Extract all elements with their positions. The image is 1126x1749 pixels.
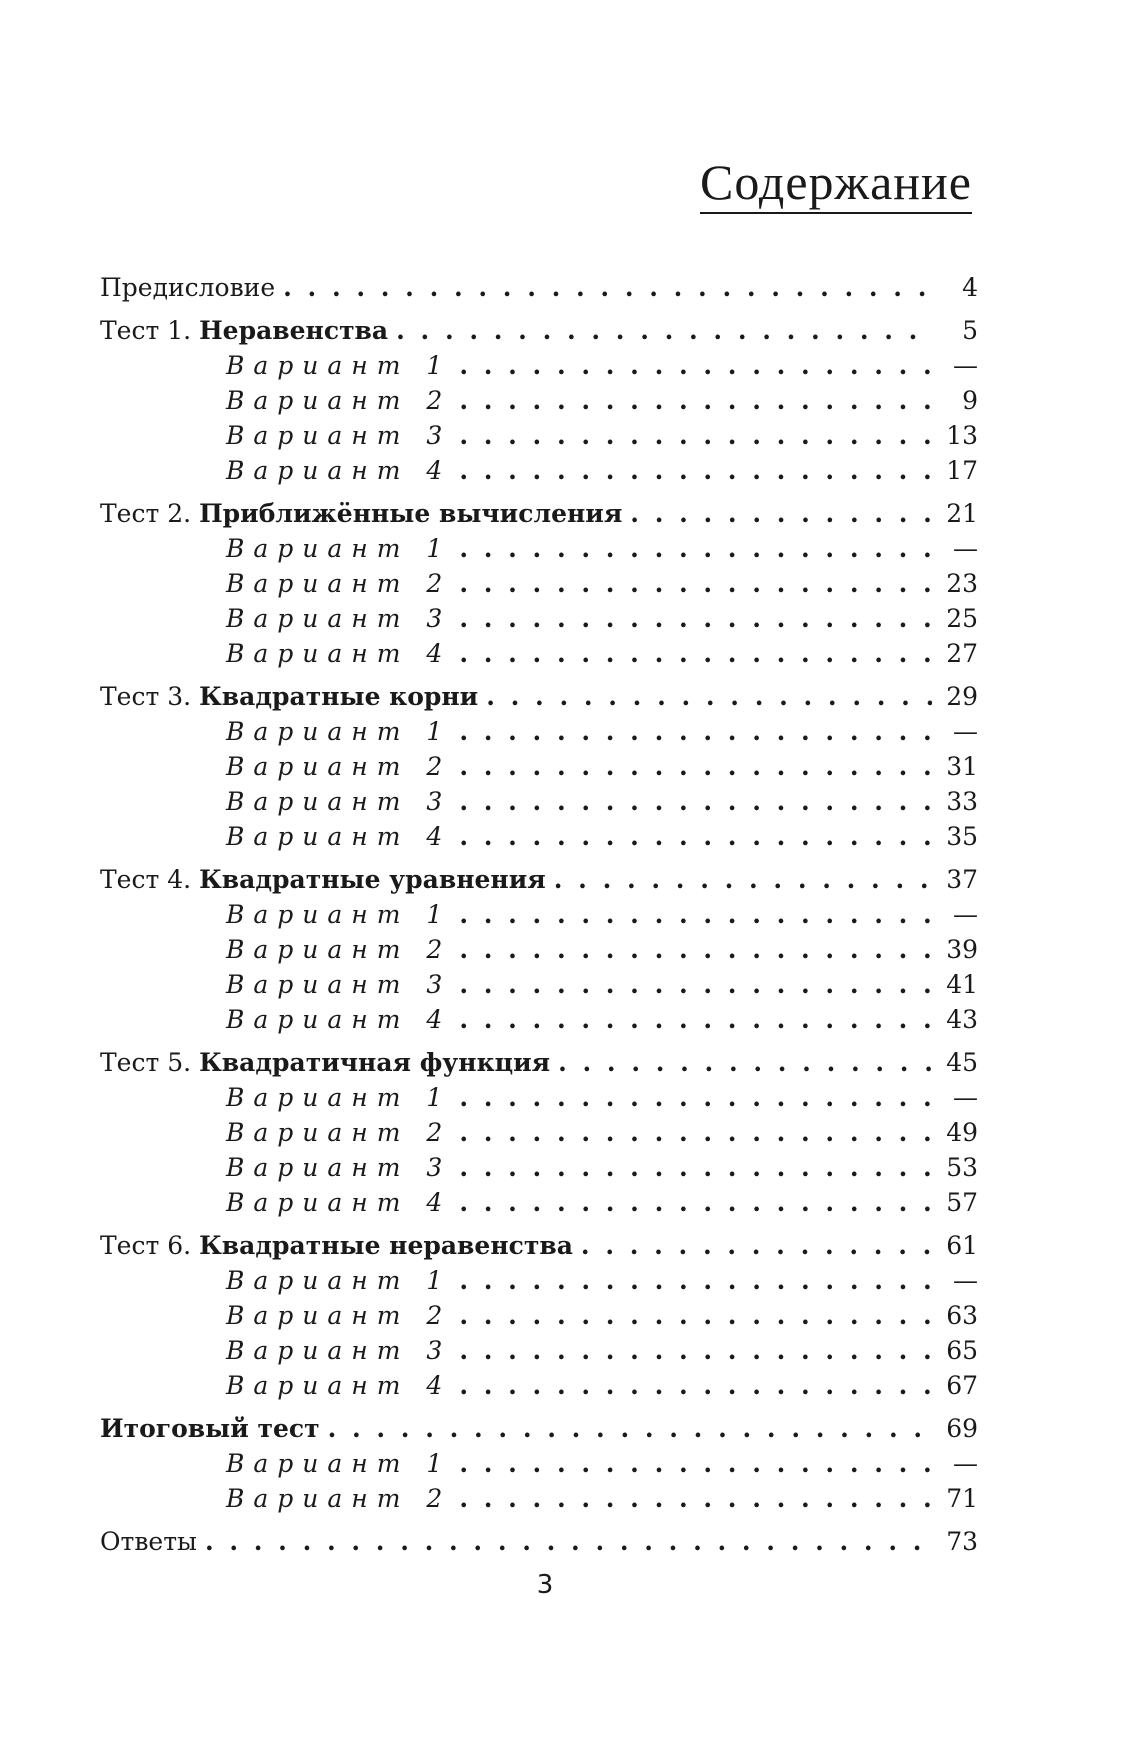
dot-leader bbox=[459, 1080, 932, 1115]
toc-section-row[interactable] bbox=[100, 1045, 978, 1080]
toc-section-prefix: Ответы bbox=[100, 1527, 197, 1556]
toc-section-row[interactable] bbox=[100, 862, 978, 897]
toc-variant-row[interactable] bbox=[100, 1368, 978, 1403]
toc-variant-row[interactable] bbox=[100, 1185, 978, 1220]
table-of-contents bbox=[100, 270, 978, 1559]
toc-variant-row[interactable] bbox=[100, 1115, 978, 1150]
toc-variant-row[interactable] bbox=[100, 1080, 978, 1115]
toc-variant-row[interactable] bbox=[100, 714, 978, 749]
toc-variant-row[interactable] bbox=[100, 749, 978, 784]
toc-variant-label: Вариант 4 bbox=[226, 1188, 452, 1217]
toc-section-title: Квадратные корни bbox=[199, 682, 479, 711]
dot-leader bbox=[459, 418, 932, 453]
dot-leader bbox=[459, 453, 932, 488]
toc-variant-row[interactable] bbox=[100, 531, 978, 566]
toc-variant-label: Вариант 2 bbox=[226, 386, 452, 415]
toc-variant-label: Вариант 3 bbox=[226, 1153, 452, 1182]
toc-variant-row[interactable] bbox=[100, 383, 978, 418]
dot-leader bbox=[459, 383, 932, 418]
toc-section-prefix: Тест 6. bbox=[100, 1231, 200, 1260]
toc-section-title: Приближённые вычисления bbox=[199, 499, 623, 528]
toc-page-number: 71 bbox=[946, 1484, 978, 1513]
toc-variant-row[interactable] bbox=[100, 784, 978, 819]
toc-page-number: 29 bbox=[946, 682, 978, 711]
toc-variant-label: Вариант 3 bbox=[226, 970, 452, 999]
toc-section-title: Неравенства bbox=[199, 316, 389, 345]
toc-section-prefix: Тест 4. bbox=[100, 865, 200, 894]
toc-variant-label: Вариант 2 bbox=[226, 1301, 452, 1330]
toc-variant-label: Вариант 4 bbox=[226, 1005, 452, 1034]
page-title: Содержание bbox=[700, 152, 972, 214]
toc-page-number: — bbox=[953, 534, 978, 563]
toc-page-number: 61 bbox=[946, 1231, 978, 1260]
toc-page-number: 49 bbox=[946, 1118, 978, 1147]
toc-section-row[interactable] bbox=[100, 313, 978, 348]
toc-section-row[interactable] bbox=[100, 1228, 978, 1263]
toc-page-number: — bbox=[953, 717, 978, 746]
toc-section-label bbox=[100, 1524, 197, 1559]
dot-leader bbox=[554, 862, 932, 897]
toc-page-number: 67 bbox=[946, 1371, 978, 1400]
toc-variant-row[interactable] bbox=[100, 418, 978, 453]
toc-section-title: Квадратные неравенства bbox=[199, 1231, 573, 1260]
toc-variant-row[interactable] bbox=[100, 1298, 978, 1333]
toc-section-prefix: Тест 3. bbox=[100, 682, 200, 711]
toc-page-number: 41 bbox=[946, 970, 978, 999]
toc-page-number: 5 bbox=[962, 316, 978, 345]
toc-section-label bbox=[100, 862, 546, 897]
dot-leader bbox=[459, 601, 932, 636]
toc-page-number: 4 bbox=[962, 273, 978, 302]
dot-leader bbox=[459, 566, 932, 601]
dot-leader bbox=[459, 1446, 932, 1481]
toc-page-number: 45 bbox=[946, 1048, 978, 1077]
dot-leader bbox=[205, 1524, 932, 1559]
toc-section-label bbox=[100, 1228, 573, 1263]
toc-page-number: 43 bbox=[946, 1005, 978, 1034]
dot-leader bbox=[630, 496, 932, 531]
toc-variant-label: Вариант 3 bbox=[226, 1336, 452, 1365]
toc-section-label bbox=[100, 313, 388, 348]
toc-page-number: 31 bbox=[946, 752, 978, 781]
dot-leader bbox=[459, 1481, 932, 1516]
dot-leader bbox=[459, 749, 932, 784]
toc-variant-row[interactable] bbox=[100, 453, 978, 488]
toc-variant-label: Вариант 1 bbox=[226, 1449, 452, 1478]
toc-variant-row[interactable] bbox=[100, 1481, 978, 1516]
toc-page-number: 35 bbox=[946, 822, 978, 851]
toc-variant-label: Вариант 4 bbox=[226, 822, 452, 851]
toc-page-number: — bbox=[953, 351, 978, 380]
dot-leader bbox=[459, 819, 932, 854]
toc-section-title: Квадратичная функция bbox=[199, 1048, 551, 1077]
dot-leader bbox=[486, 679, 932, 714]
dot-leader bbox=[459, 1333, 932, 1368]
dot-leader bbox=[459, 1002, 932, 1037]
dot-leader bbox=[283, 270, 932, 305]
toc-section-row[interactable] bbox=[100, 679, 978, 714]
dot-leader bbox=[459, 348, 932, 383]
toc-variant-label: Вариант 3 bbox=[226, 604, 452, 633]
toc-section-label bbox=[100, 496, 622, 531]
dot-leader bbox=[459, 531, 932, 566]
toc-page-number: — bbox=[953, 1083, 978, 1112]
toc-variant-label: Вариант 3 bbox=[226, 787, 452, 816]
dot-leader bbox=[459, 1263, 932, 1298]
toc-page-number: 37 bbox=[946, 865, 978, 894]
dot-leader bbox=[459, 1298, 932, 1333]
toc-variant-row[interactable] bbox=[100, 1263, 978, 1298]
toc-section-row[interactable] bbox=[100, 496, 978, 531]
toc-variant-label: Вариант 4 bbox=[226, 1371, 452, 1400]
dot-leader bbox=[459, 1150, 932, 1185]
toc-page-number: 33 bbox=[946, 787, 978, 816]
toc-variant-label: Вариант 4 bbox=[226, 456, 452, 485]
toc-page-number: 13 bbox=[946, 421, 978, 450]
dot-leader bbox=[459, 932, 932, 967]
toc-section-title: Квадратные уравнения bbox=[199, 865, 546, 894]
toc-variant-row[interactable] bbox=[100, 636, 978, 671]
toc-section-prefix: Тест 2. bbox=[100, 499, 200, 528]
toc-variant-label: Вариант 3 bbox=[226, 421, 452, 450]
dot-leader bbox=[581, 1228, 932, 1263]
toc-section-label bbox=[100, 679, 478, 714]
toc-variant-row[interactable] bbox=[100, 819, 978, 854]
toc-page-number: 57 bbox=[946, 1188, 978, 1217]
toc-section-prefix: Тест 5. bbox=[100, 1048, 200, 1077]
toc-variant-row[interactable] bbox=[100, 601, 978, 636]
dot-leader bbox=[558, 1045, 932, 1080]
toc-page-number: 65 bbox=[946, 1336, 978, 1365]
toc-section-row[interactable] bbox=[100, 1411, 978, 1446]
toc-variant-label: Вариант 4 bbox=[226, 639, 452, 668]
toc-variant-row[interactable] bbox=[100, 1446, 978, 1481]
toc-variant-label: Вариант 1 bbox=[226, 1083, 452, 1112]
toc-section-title: Итоговый тест bbox=[100, 1414, 320, 1443]
toc-variant-row[interactable] bbox=[100, 348, 978, 383]
toc-page-number: 9 bbox=[962, 386, 978, 415]
toc-variant-row[interactable] bbox=[100, 967, 978, 1002]
toc-section-label bbox=[100, 1411, 320, 1446]
dot-leader bbox=[459, 897, 932, 932]
dot-leader bbox=[459, 1115, 932, 1150]
toc-section-row[interactable] bbox=[100, 1524, 978, 1559]
toc-section-label bbox=[100, 1045, 550, 1080]
dot-leader bbox=[459, 1368, 932, 1403]
page-number: 3 bbox=[536, 1570, 554, 1600]
toc-section-prefix: Тест 1. bbox=[100, 316, 200, 345]
toc-variant-row[interactable] bbox=[100, 566, 978, 601]
toc-page-number: — bbox=[953, 900, 978, 929]
toc-page-number: 17 bbox=[946, 456, 978, 485]
dot-leader bbox=[459, 714, 932, 749]
toc-page-number: — bbox=[953, 1266, 978, 1295]
toc-variant-row[interactable] bbox=[100, 1150, 978, 1185]
toc-variant-label: Вариант 1 bbox=[226, 534, 452, 563]
dot-leader bbox=[459, 636, 932, 671]
toc-page-number: 21 bbox=[946, 499, 978, 528]
toc-variant-row[interactable] bbox=[100, 932, 978, 967]
toc-page-number: 25 bbox=[946, 604, 978, 633]
toc-page-number: 39 bbox=[946, 935, 978, 964]
toc-page-number: 53 bbox=[946, 1153, 978, 1182]
toc-variant-label: Вариант 2 bbox=[226, 569, 452, 598]
toc-variant-row[interactable] bbox=[100, 1002, 978, 1037]
toc-page-number: — bbox=[953, 1449, 978, 1478]
toc-variant-label: Вариант 2 bbox=[226, 752, 452, 781]
toc-section-prefix: Предисловие bbox=[100, 273, 276, 302]
toc-section-label bbox=[100, 270, 275, 305]
dot-leader bbox=[459, 1185, 932, 1220]
dot-leader bbox=[396, 313, 932, 348]
toc-variant-label: Вариант 1 bbox=[226, 900, 452, 929]
toc-section-row[interactable] bbox=[100, 270, 978, 305]
toc-variant-label: Вариант 2 bbox=[226, 1118, 452, 1147]
dot-leader bbox=[459, 967, 932, 1002]
toc-page-number: 23 bbox=[946, 569, 978, 598]
toc-variant-label: Вариант 1 bbox=[226, 1266, 452, 1295]
toc-page-number: 73 bbox=[946, 1527, 978, 1556]
toc-page-number: 63 bbox=[946, 1301, 978, 1330]
toc-variant-row[interactable] bbox=[100, 1333, 978, 1368]
dot-leader bbox=[459, 784, 932, 819]
toc-variant-label: Вариант 2 bbox=[226, 1484, 452, 1513]
dot-leader bbox=[328, 1411, 932, 1446]
toc-variant-label: Вариант 1 bbox=[226, 351, 452, 380]
toc-page-number: 27 bbox=[946, 639, 978, 668]
toc-page-number: 69 bbox=[946, 1414, 978, 1443]
toc-variant-label: Вариант 2 bbox=[226, 935, 452, 964]
toc-variant-label: Вариант 1 bbox=[226, 717, 452, 746]
toc-variant-row[interactable] bbox=[100, 897, 978, 932]
